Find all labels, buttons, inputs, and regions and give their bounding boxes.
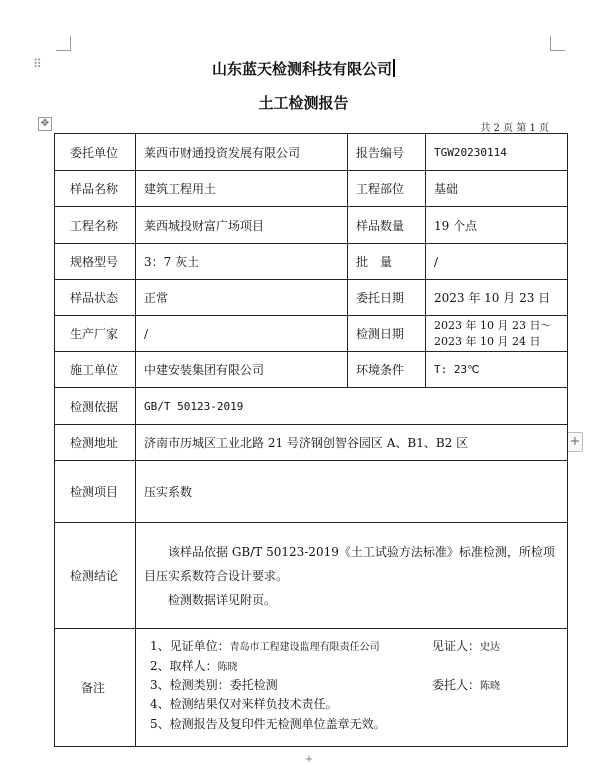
add-row-icon[interactable]: + [567, 432, 583, 452]
project-name-label: 工程名称 [55, 207, 136, 244]
spec-value[interactable]: 3：7 灰土 [136, 244, 348, 280]
test-date-value[interactable] [426, 316, 568, 352]
manufacturer-value[interactable]: / [136, 316, 348, 352]
contractor-value[interactable]: 中建安装集团有限公司 [136, 352, 348, 388]
remark-client-person [432, 676, 500, 693]
add-column-icon[interactable]: + [304, 754, 314, 765]
report-no-label: 报告编号 [348, 134, 426, 171]
test-date-start: 2023 年 10 月 23 日～ [434, 318, 552, 332]
project-name-value[interactable]: 莱西城投财富广场项目 [136, 207, 348, 244]
remarks-label: 备注 [55, 629, 136, 747]
env-value[interactable]: T: 23℃ [426, 352, 568, 388]
table-row [55, 171, 568, 207]
conclusion-text: 该样品依据 GB/T 50123-2019《土工试验方法标准》标准检测，所检项目压实系数符合设计要求。 [144, 544, 555, 583]
project-part-value[interactable]: 基础 [426, 171, 568, 207]
basis-label: 检测依据 [55, 388, 136, 425]
batch-label: 批 量 [348, 244, 426, 280]
witness-unit-label: 1、见证单位： [150, 639, 230, 653]
basis-value[interactable]: GB/T 50123-2019 [136, 388, 568, 425]
table-row [55, 207, 568, 244]
address-value[interactable]: 济南市历城区工业北路 21 号济钢创智谷园区 A、B1、B2 区 [136, 425, 568, 461]
test-date-label: 检测日期 [348, 316, 426, 352]
table-row [55, 425, 568, 461]
remarks-value[interactable] [136, 629, 568, 747]
commission-date-label: 委托日期 [348, 280, 426, 316]
witness-person-label: 见证人： [432, 639, 481, 653]
remark-note-5: 5、检测报告及复印件无检测单位盖章无效。 [150, 717, 386, 731]
test-date-end: 2023 年 10 月 24 日 [434, 334, 541, 348]
conclusion-value[interactable] [136, 523, 568, 629]
table-row [55, 388, 568, 425]
remarks-block [136, 629, 567, 746]
witness-unit-value: 青岛市工程建设监理有限责任公司 [229, 642, 380, 653]
env-label: 环境条件 [348, 352, 426, 388]
sampler-label: 2、取样人： [150, 659, 218, 673]
table-row [55, 352, 568, 388]
table-row [55, 134, 568, 171]
text-cursor [393, 59, 395, 77]
category-value: 委托检测 [229, 678, 278, 692]
table-row [55, 461, 568, 523]
report-no-value[interactable]: TGW20230114 [426, 134, 568, 171]
table-move-handle-icon[interactable]: ✥ [38, 117, 52, 131]
conclusion-label: 检测结论 [55, 523, 136, 629]
project-part-label: 工程部位 [348, 171, 426, 207]
company-name[interactable]: 山东蓝天检测科技有限公司 [0, 58, 607, 79]
spec-label: 规格型号 [55, 244, 136, 280]
manufacturer-label: 生产厂家 [55, 316, 136, 352]
remark-witness-person [432, 637, 500, 654]
drag-handle-icon[interactable]: ⠿ [33, 57, 43, 71]
category-label: 3、检测类别： [150, 678, 230, 692]
report-table [54, 133, 568, 747]
sample-name-label: 样品名称 [55, 171, 136, 207]
table-row [55, 244, 568, 280]
address-label: 检测地址 [55, 425, 136, 461]
item-value[interactable]: 压实系数 [136, 461, 568, 523]
sampler-value: 陈晓 [217, 662, 238, 673]
table-row [55, 629, 568, 747]
remark-witness-unit [150, 637, 380, 654]
witness-person-value: 史达 [480, 642, 501, 653]
client-person-value: 陈晓 [480, 681, 501, 692]
client-label: 委托单位 [55, 134, 136, 171]
commission-date-value[interactable]: 2023 年 10 月 23 日 [426, 280, 568, 316]
page-info: 共 2 页 第 1 页 [480, 123, 549, 134]
page-corner-mark-left [56, 36, 71, 51]
table-row [55, 316, 568, 352]
sample-name-value[interactable]: 建筑工程用土 [136, 171, 348, 207]
remark-sampler [150, 657, 238, 674]
table-row [55, 523, 568, 629]
client-value[interactable]: 莱西市财通投资发展有限公司 [136, 134, 348, 171]
state-label: 样品状态 [55, 280, 136, 316]
report-title: 土工检测报告 [258, 94, 349, 112]
client-person-label: 委托人： [432, 678, 481, 692]
page-corner-mark-right [550, 36, 565, 51]
remark-category [150, 676, 278, 693]
table-row [55, 280, 568, 316]
sample-qty-value[interactable]: 19 个点 [426, 207, 568, 244]
state-value[interactable]: 正常 [136, 280, 348, 316]
conclusion-note: 检测数据详见附页。 [168, 592, 277, 607]
item-label: 检测项目 [55, 461, 136, 523]
contractor-label: 施工单位 [55, 352, 136, 388]
sample-qty-label: 样品数量 [348, 207, 426, 244]
batch-value[interactable]: / [426, 244, 568, 280]
remark-note-4: 4、检测结果仅对来样负技术责任。 [150, 697, 338, 711]
